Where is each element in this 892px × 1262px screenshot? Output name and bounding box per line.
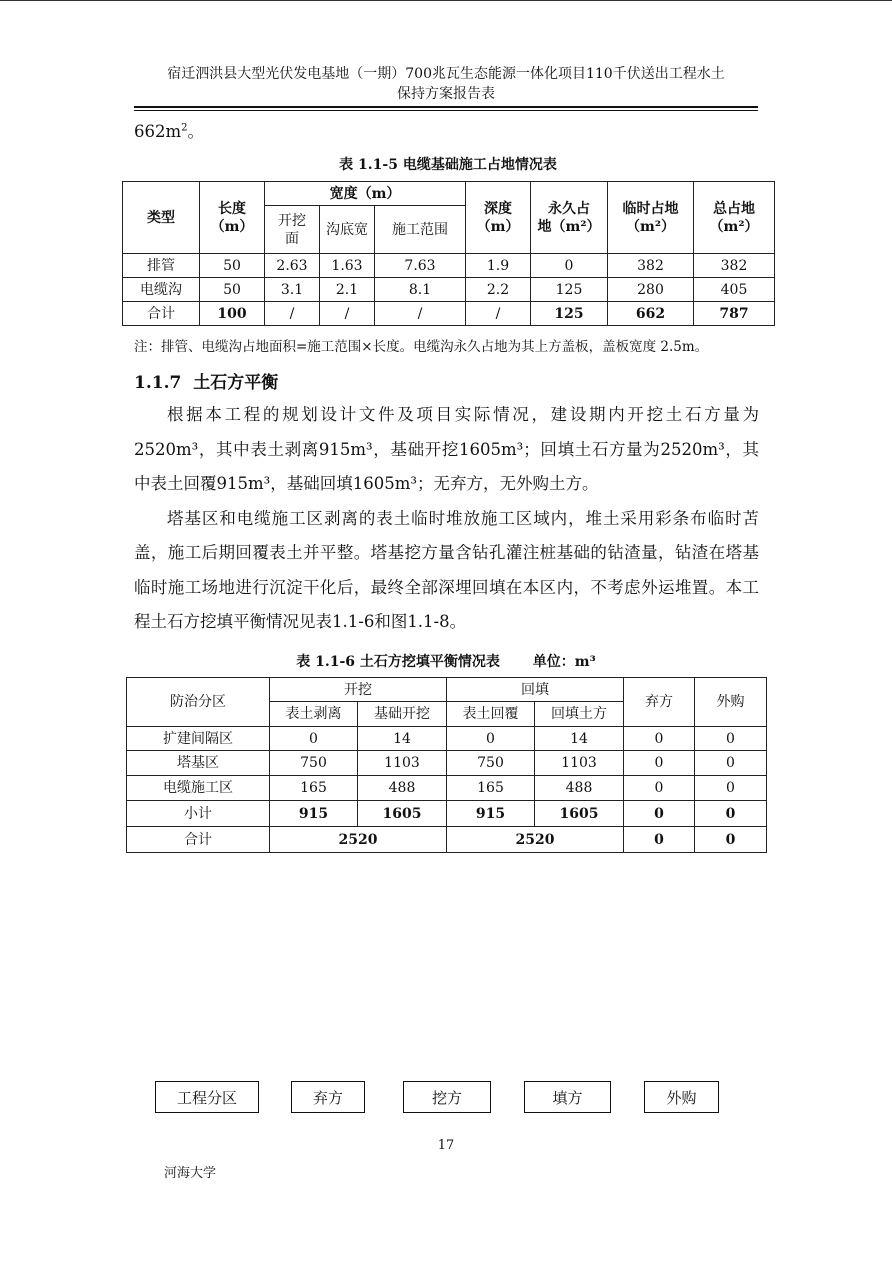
th-foundation-dig: 基础开挖 — [358, 702, 447, 727]
table-row: 塔基区 750 1103 750 1103 0 0 — [127, 751, 767, 776]
th-width-range: 施工范围 — [375, 206, 466, 254]
table-subtotal-row: 小计 915 1605 915 1605 0 0 — [127, 801, 767, 827]
paragraph-1: 根据本工程的规划设计文件及项目实际情况，建设期内开挖土石方量为2520m³，其中表土剥离915m³，基础开挖1605m³；回填土石方量为2520m³，其中表土回覆915m³，基础回填1605m³；无弃方，无外购土方。 — [134, 405, 759, 493]
top-border — [0, 0, 892, 1]
table1-note: 注：排管、电缆沟占地面积=施工范围×长度。电缆沟永久占地为其上方盖板，盖板宽度 2.5m。 — [134, 339, 709, 355]
th-depth: 深度 （m） — [466, 182, 531, 254]
table-total-row: 合计 2520 2520 0 0 — [127, 827, 767, 853]
table-row: 电缆沟 50 3.1 2.1 8.1 2.2 125 280 405 — [123, 278, 775, 302]
table2-caption: 表 1.1-6 土石方挖填平衡情况表 单位：m³ — [296, 654, 596, 670]
header-rule-thin — [134, 110, 758, 111]
diagram-box-purchase: 外购 — [644, 1081, 719, 1113]
body-paragraphs — [134, 398, 759, 640]
diagram-box-waste: 弃方 — [291, 1081, 365, 1113]
th-zone: 防治分区 — [127, 678, 270, 727]
diagram-box-zone: 工程分区 — [155, 1081, 259, 1113]
diagram-box-excavation: 挖方 — [403, 1081, 491, 1113]
th-fill: 回填 — [447, 678, 624, 702]
th-total: 总占地 （m²） — [694, 182, 775, 254]
paragraph-2: 塔基区和电缆施工区剥离的表土临时堆放施工区域内，堆土采用彩条布临时苫盖，施工后期回覆表土并平整。塔基挖方量含钻孔灌注桩基础的钻渣量，钻渣在塔基临时施工场地进行沉淀干化后，最终全部深埋回填在本区内，不考虑外运堆置。本工程土石方挖填平衡情况见表1.1-6和图1.1-8。 — [134, 508, 759, 631]
th-width-open: 开挖面 — [265, 206, 320, 254]
header-line-1: 宿迁泗洪县大型光伏发电基地（一期）700兆瓦生态能源一体化项目110千伏送出工程水土 — [167, 66, 725, 82]
th-width-group: 宽度（m） — [265, 182, 466, 206]
header-rule — [134, 106, 758, 108]
carry-over-text: $662m^2$。 — [134, 122, 205, 141]
section-heading: 1.1.7 土石方平衡 — [134, 373, 279, 393]
th-temporary: 临时占地 （m²） — [608, 182, 694, 254]
th-width-bottom: 沟底宽 — [320, 206, 375, 254]
th-fill-earth: 回填土方 — [535, 702, 624, 727]
cable-foundation-table — [122, 181, 775, 326]
th-purchase: 外购 — [695, 678, 767, 727]
diagram-box-fill: 填方 — [524, 1081, 611, 1113]
th-topsoil-cover: 表土回覆 — [447, 702, 535, 727]
th-permanent: 永久占 地（m²） — [531, 182, 608, 254]
table-row: 扩建间隔区 0 14 0 14 0 0 — [127, 727, 767, 751]
earthwork-balance-table — [126, 677, 767, 853]
th-length: 长度 （m） — [200, 182, 265, 254]
table1-caption: 表 1.1-5 电缆基础施工占地情况表 — [339, 157, 557, 173]
footer-university: 河海大学 — [164, 1166, 217, 1181]
th-type: 类型 — [123, 182, 200, 254]
page-number: 17 — [437, 1138, 455, 1153]
table-total-row: 合计 100 / / / / 125 662 787 — [123, 302, 775, 326]
th-excavation: 开挖 — [270, 678, 447, 702]
th-topsoil-strip: 表土剥离 — [270, 702, 358, 727]
document-header — [130, 64, 762, 104]
header-line-2: 保持方案报告表 — [397, 86, 495, 102]
table-row: 排管 50 2.63 1.63 7.63 1.9 0 382 382 — [123, 254, 775, 278]
th-waste: 弃方 — [624, 678, 695, 727]
table-row: 电缆施工区 165 488 165 488 0 0 — [127, 776, 767, 801]
